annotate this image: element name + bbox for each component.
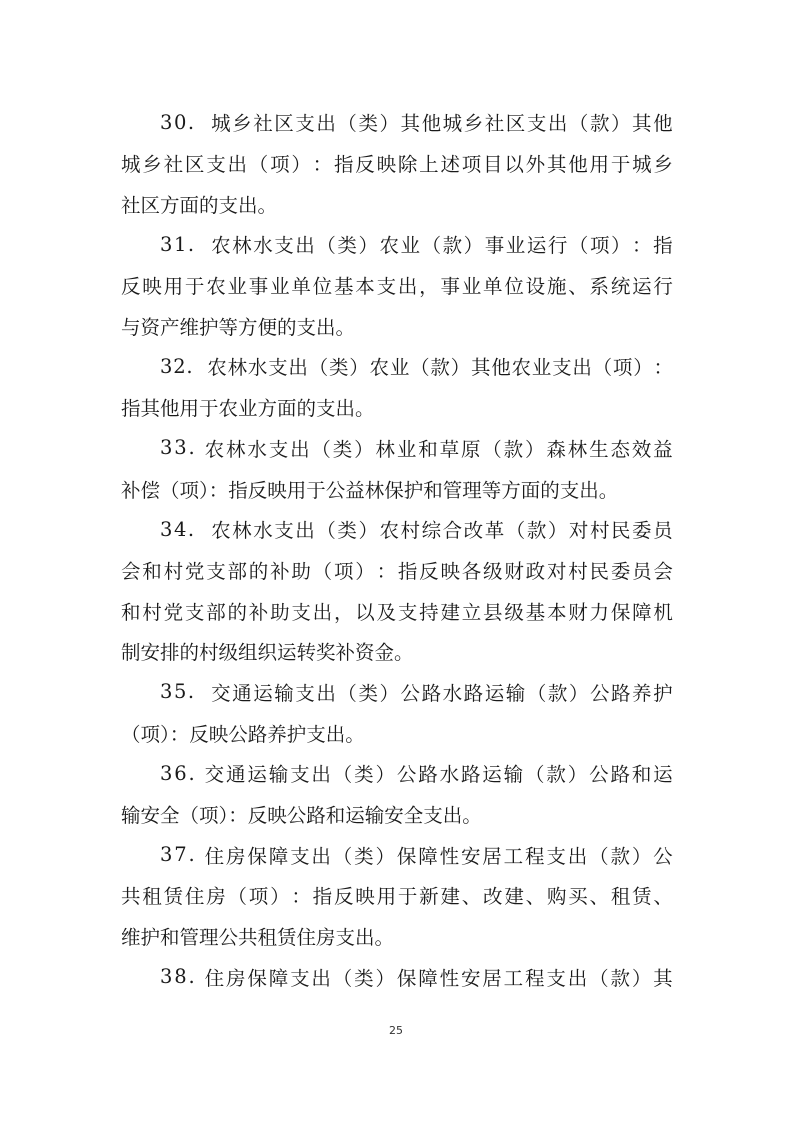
paragraph-line: 反 映 用 于 农 业 事 业 单 位 基 本 支 出 ， 事 业 单 位 设 施 、 系 统 运 行 bbox=[121, 275, 673, 299]
paragraph bbox=[121, 102, 673, 224]
paragraph-line: 3 0 . 城 乡 社 区 支 出 （ 类 ） 其 他 城 乡 社 区 支 出 （ 款 ） 其 他 bbox=[160, 110, 673, 136]
paragraph-line: 3 5 . 交 通 运 输 支 出 （ 类 ） 公 路 水 路 运 输 （ 款 ） 公 路 养 护 bbox=[160, 680, 673, 705]
paragraph bbox=[121, 753, 673, 834]
paragraph bbox=[121, 224, 673, 346]
paragraph bbox=[121, 346, 673, 427]
document-body bbox=[121, 102, 673, 997]
paragraph-line: 输安全（项）：反映公路和运输安全支出。 bbox=[121, 804, 482, 828]
paragraph-line: 维护和管理公共租赁住房支出。 bbox=[121, 926, 395, 950]
paragraph bbox=[121, 956, 673, 997]
paragraph-line: 补偿（项）：指反映用于公益林保护和管理等方面的支出。 bbox=[121, 478, 619, 502]
paragraph-line: （项）：反映公路养护支出。 bbox=[121, 722, 365, 746]
paragraph-line: 城 乡 社 区 支 出 （ 项 ） ： 指 反 映 除 上 述 项 目 以 外 其 他 用 于 城 乡 bbox=[121, 153, 673, 177]
paragraph-line: 3 1 . 农 林 水 支 出 （ 类 ） 农 业 （ 款 ） 事 业 运 行 （ 项 ） ： 指 bbox=[160, 232, 673, 258]
paragraph-line: 3 2 . 农 林 水 支 出 （ 类 ） 农 业 （ 款 ） 其 他 农 业 支 出 （ 项 ） ： bbox=[160, 354, 673, 380]
paragraph-line: 3 6 . 交 通 运 输 支 出 （ 类 ） 公 路 水 路 运 输 （ 款 ） 公 路 和 运 bbox=[160, 761, 673, 787]
paragraph-line: 3 3 . 农 林 水 支 出 （ 类 ） 林 业 和 草 原 （ 款 ） 森 林 生 态 效 益 bbox=[160, 436, 673, 461]
paragraph-line: 共 租 赁 住 房 （ 项 ） ： 指 反 映 用 于 新 建 、 改 建 、 购 买 、 租 赁 、 bbox=[121, 885, 673, 909]
paragraph bbox=[121, 509, 673, 672]
paragraph-line: 社区方面的支出。 bbox=[121, 193, 278, 217]
paragraph bbox=[121, 672, 673, 753]
paragraph-line: 和 村 党 支 部 的 补 助 支 出 ， 以 及 支 持 建 立 县 级 基 本 财 力 保 障 机 bbox=[121, 600, 673, 624]
paragraph-line: 指其他用于农业方面的支出。 bbox=[121, 397, 375, 421]
paragraph bbox=[121, 428, 673, 509]
paragraph-line: 3 7 . 住 房 保 障 支 出 （ 类 ） 保 障 性 安 居 工 程 支 出 （ 款 ） 公 bbox=[160, 843, 673, 868]
paragraph bbox=[121, 834, 673, 956]
paragraph-line: 3 4 . 农 林 水 支 出 （ 类 ） 农 村 综 合 改 革 （ 款 ） 对 村 民 委 员 bbox=[160, 517, 673, 543]
paragraph-line: 会 和 村 党 支 部 的 补 助 （ 项 ） ： 指 反 映 各 级 财 政 对 村 民 委 员 会 bbox=[121, 559, 673, 583]
paragraph-line: 制安排的村级组织运转奖补资金。 bbox=[121, 641, 414, 665]
paragraph-line: 与资产维护等方便的支出。 bbox=[121, 315, 356, 339]
paragraph-line: 3 8 . 住 房 保 障 支 出 （ 类 ） 保 障 性 安 居 工 程 支 出 （ 款 ） 其 bbox=[160, 965, 673, 990]
page-number: 25 bbox=[389, 1024, 403, 1037]
